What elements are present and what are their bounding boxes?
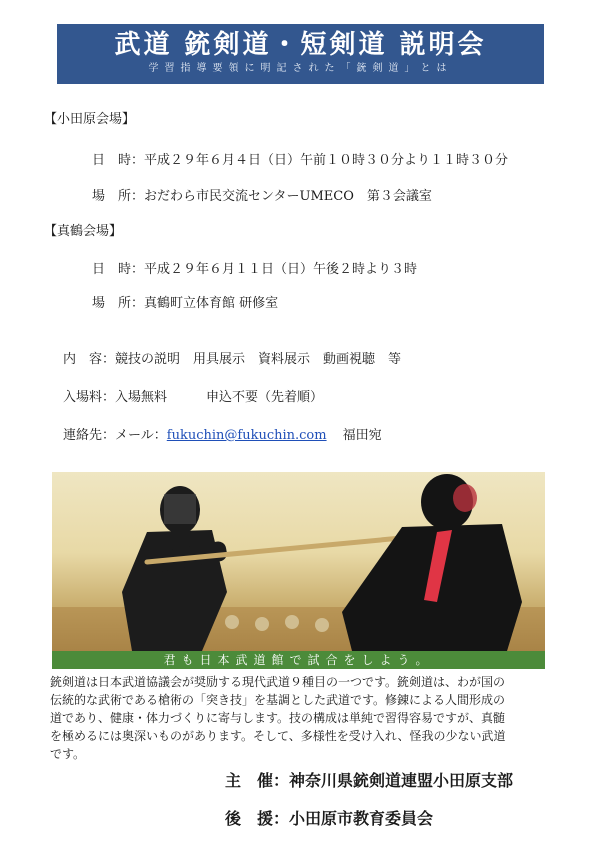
venue-manazuru-place bbox=[92, 292, 278, 311]
content-label: 内 容： bbox=[63, 352, 116, 367]
fee-label: 入場料： bbox=[63, 390, 116, 405]
description-line: 銃剣道は日本武道協議会が奨励する現代武道９種目の一つです。銃剣道は、わが国の bbox=[50, 675, 506, 689]
place-label: 場 所： bbox=[92, 296, 145, 311]
content-row bbox=[63, 348, 401, 367]
description-line: 伝統的な武術である槍術の「突き技」を基調とした武道です。修錬による人間形成の bbox=[50, 693, 506, 707]
venue-odawara-place bbox=[92, 185, 432, 204]
contact-prefix: メール： bbox=[115, 428, 167, 443]
host-value: 神奈川県銃剣道連盟小田原支部 bbox=[289, 771, 514, 790]
host-label: 主 催： bbox=[225, 771, 290, 790]
kendo-photo bbox=[52, 472, 545, 651]
venue-odawara-heading: 【小田原会場】 bbox=[44, 112, 136, 127]
contact-email-link[interactable]: fukuchin@fukuchin.com bbox=[166, 428, 327, 443]
fee-value: 入場無料 申込不要（先着順） bbox=[115, 390, 324, 405]
date-value: 平成２９年６月１１日（日）午後２時より３時 bbox=[144, 262, 418, 277]
description-line: です。 bbox=[50, 747, 86, 761]
place-label: 場 所： bbox=[92, 189, 145, 204]
photo-caption: 君も日本武道館で試合をしよう。 bbox=[52, 651, 545, 669]
description-line: を極めるには奥深いものがあります。そして、多様性を受け入れ、怪我の少ない武道 bbox=[50, 729, 506, 743]
description bbox=[50, 673, 550, 763]
contact-row bbox=[63, 424, 382, 443]
date-label: 日 時： bbox=[92, 262, 145, 277]
page-subtitle: 学習指導要領に明記された「銃剣道」とは bbox=[148, 63, 453, 74]
date-value: 平成２９年６月４日（日）午前１０時３０分より１１時３０分 bbox=[144, 153, 509, 168]
venue-manazuru-heading: 【真鶴会場】 bbox=[44, 224, 123, 239]
place-value: おだわら市民交流センターUMECO 第３会議室 bbox=[144, 189, 432, 204]
content-value: 競技の説明 用具展示 資料展示 動画視聴 等 bbox=[115, 352, 402, 367]
host-line bbox=[225, 768, 513, 791]
description-line: 道であり、健康・体力づくりに寄与します。技の構成は単純で習得容易ですが、真髄 bbox=[50, 711, 506, 725]
fee-row bbox=[63, 386, 323, 405]
place-value: 真鶴町立体育館 研修室 bbox=[144, 296, 279, 311]
support-value: 小田原市教育委員会 bbox=[289, 809, 434, 828]
venue-odawara-date bbox=[92, 149, 508, 168]
venue-manazuru-date bbox=[92, 258, 417, 277]
support-line bbox=[225, 806, 433, 829]
title-banner bbox=[57, 24, 544, 84]
contact-label: 連絡先： bbox=[63, 428, 116, 443]
date-label: 日 時： bbox=[92, 153, 145, 168]
page-title: 武道 銃剣道・短剣道 説明会 bbox=[114, 30, 487, 60]
support-label: 後 援： bbox=[225, 809, 290, 828]
contact-name: 福田宛 bbox=[342, 428, 382, 443]
bayonet-match-illustration bbox=[52, 472, 545, 651]
